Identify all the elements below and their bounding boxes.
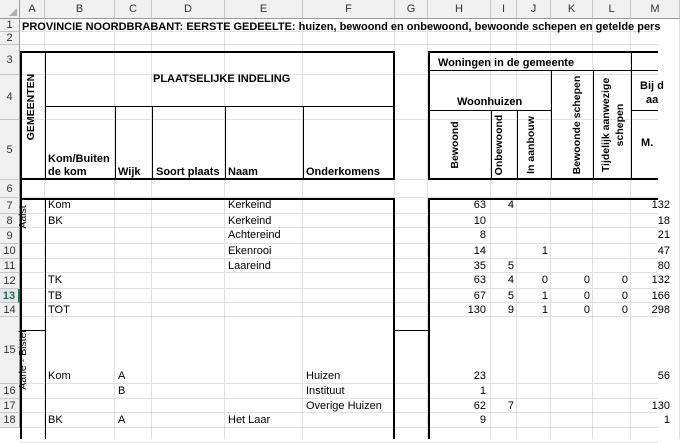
wijk-header[interactable]: Wijk bbox=[118, 166, 141, 178]
cell-tijdelijk-schepen[interactable] bbox=[594, 399, 628, 413]
cell-bewoonde-schepen[interactable] bbox=[552, 244, 590, 258]
row-header-1[interactable]: 1 bbox=[0, 19, 20, 32]
cell-naam[interactable]: Laareind bbox=[228, 260, 271, 272]
cell-naam[interactable]: Het Laar bbox=[228, 414, 271, 426]
row-header-14[interactable]: 14 bbox=[0, 303, 20, 317]
cell-onderkomens[interactable] bbox=[306, 214, 392, 228]
cell-bewoonde-schepen[interactable] bbox=[552, 413, 590, 427]
cell-kom[interactable] bbox=[48, 228, 108, 242]
cell-in-aanbouw[interactable] bbox=[518, 399, 548, 413]
column-header-d[interactable]: D bbox=[152, 0, 225, 19]
cell-m[interactable]: 56 bbox=[657, 370, 670, 382]
cell-naam[interactable] bbox=[228, 303, 300, 317]
border-col-b bbox=[115, 106, 116, 180]
cell-tijdelijk-schepen[interactable] bbox=[594, 214, 628, 228]
cell-kom[interactable]: TOT bbox=[48, 304, 70, 316]
border-plaatselijke-under bbox=[45, 106, 395, 107]
column-header-b[interactable]: B bbox=[45, 0, 115, 19]
gridline-h bbox=[20, 427, 658, 428]
cell-bewoonde-schepen[interactable] bbox=[552, 399, 590, 413]
cell-naam[interactable] bbox=[228, 399, 300, 413]
cell-m[interactable]: 132 bbox=[651, 274, 670, 286]
woningen-header[interactable]: Woningen in de gemeente bbox=[438, 57, 575, 69]
cell-kom[interactable]: Kom bbox=[48, 370, 71, 382]
row-header-12[interactable]: 12 bbox=[0, 273, 20, 289]
onderkomens-header[interactable]: Onderkomens bbox=[306, 166, 380, 178]
cell-tijdelijk-schepen[interactable] bbox=[594, 369, 628, 383]
cell-bewoond[interactable]: 1 bbox=[479, 385, 486, 397]
gridline-h bbox=[20, 44, 658, 45]
cell-in-aanbouw[interactable] bbox=[518, 413, 548, 427]
cell-tijdelijk-schepen[interactable]: 0 bbox=[621, 274, 628, 286]
cell-bewoonde-schepen[interactable] bbox=[552, 198, 590, 212]
cell-in-aanbouw[interactable]: 1 bbox=[541, 290, 548, 302]
cell-kom[interactable]: BK bbox=[48, 414, 63, 426]
soort-plaats-header[interactable]: Soort plaats bbox=[156, 166, 220, 178]
cell-onderkomens[interactable] bbox=[306, 198, 392, 212]
cell-in-aanbouw[interactable] bbox=[518, 384, 548, 398]
cell-bewoonde-schepen[interactable]: 0 bbox=[583, 304, 590, 316]
cell-naam[interactable]: Kerkeind bbox=[228, 215, 272, 227]
cell-bewoond[interactable]: 67 bbox=[473, 290, 486, 302]
column-header-i[interactable]: I bbox=[491, 0, 517, 19]
gridline-v bbox=[151, 19, 152, 439]
border-col-h bbox=[491, 110, 492, 180]
cell-in-aanbouw[interactable] bbox=[518, 259, 548, 273]
cell-onderkomens[interactable] bbox=[306, 303, 392, 317]
cell-wijk[interactable] bbox=[118, 289, 148, 303]
border-right-header-left bbox=[393, 51, 395, 180]
cell-onderkomens[interactable] bbox=[306, 259, 392, 273]
woonhuizen-header[interactable]: Woonhuizen bbox=[457, 96, 523, 108]
cell-m[interactable]: 298 bbox=[651, 304, 670, 316]
cell-naam[interactable]: Ekenrooi bbox=[228, 245, 272, 257]
cell-kom[interactable] bbox=[48, 399, 108, 413]
gridline-v bbox=[114, 19, 115, 439]
cell-in-aanbouw[interactable]: 1 bbox=[541, 245, 548, 257]
m-header[interactable]: M. bbox=[641, 137, 654, 149]
row-header-11[interactable]: 11 bbox=[0, 259, 20, 273]
cell-onbewoond[interactable] bbox=[492, 369, 514, 383]
border-col-d bbox=[225, 106, 226, 180]
border-body-col-a bbox=[45, 198, 46, 439]
cell-onbewoond[interactable]: 7 bbox=[507, 400, 514, 412]
cell-kom[interactable] bbox=[48, 259, 108, 273]
cell-wijk[interactable] bbox=[118, 259, 148, 273]
in-aanbouw-header[interactable]: In aanbouw bbox=[525, 116, 537, 174]
cell-tijdelijk-schepen[interactable] bbox=[594, 228, 628, 242]
cell-naam[interactable] bbox=[228, 369, 300, 383]
cell-wijk[interactable]: A bbox=[118, 370, 126, 382]
row-header-16[interactable]: 16 bbox=[0, 384, 20, 399]
row-header-17[interactable]: 17 bbox=[0, 399, 20, 413]
cell-onderkomens[interactable]: Huizen bbox=[306, 370, 341, 382]
row-header-3[interactable]: 3 bbox=[0, 45, 20, 75]
cell-in-aanbouw[interactable] bbox=[518, 198, 548, 212]
bewoonde-schepen-header[interactable]: Bewoonde schepen bbox=[571, 75, 583, 175]
cell-in-aanbouw[interactable]: 1 bbox=[541, 304, 548, 316]
border-col-c bbox=[152, 106, 153, 180]
cell-onbewoond[interactable]: 9 bbox=[507, 304, 514, 316]
bij-header[interactable]: Bij d bbox=[640, 80, 664, 92]
cell-kom[interactable] bbox=[48, 384, 108, 398]
cell-m[interactable]: 21 bbox=[657, 229, 670, 241]
cell-tijdelijk-schepen[interactable] bbox=[594, 384, 628, 398]
row-header-5[interactable]: 5 bbox=[0, 120, 20, 180]
cell-wijk[interactable] bbox=[118, 399, 148, 413]
cell-onderkomens[interactable] bbox=[306, 413, 392, 427]
border-col-e bbox=[303, 106, 304, 180]
cell-bewoonde-schepen[interactable] bbox=[552, 384, 590, 398]
cell-naam[interactable] bbox=[228, 273, 300, 287]
cell-bewoond[interactable]: 14 bbox=[473, 245, 486, 257]
kom-buiten-header[interactable]: Kom/Buiten bbox=[48, 153, 110, 165]
cell-onderkomens[interactable] bbox=[306, 228, 392, 242]
row-header-2[interactable]: 2 bbox=[0, 32, 20, 45]
cell-bewoonde-schepen[interactable] bbox=[552, 259, 590, 273]
row-header-13[interactable]: 13 bbox=[0, 289, 20, 303]
row-header-4[interactable]: 4 bbox=[0, 75, 20, 120]
onbewoond-header[interactable]: Onbewoond bbox=[493, 114, 505, 176]
cell-kom[interactable]: TK bbox=[48, 274, 63, 286]
cell-m[interactable]: 166 bbox=[651, 290, 670, 302]
border-g-split bbox=[395, 330, 428, 331]
cell-bewoonde-schepen[interactable]: 0 bbox=[583, 290, 590, 302]
row-header-15[interactable]: 15 bbox=[0, 317, 20, 384]
cell-naam[interactable] bbox=[228, 289, 300, 303]
cell-onderkomens[interactable] bbox=[306, 244, 392, 258]
cell-onbewoond[interactable] bbox=[492, 413, 514, 427]
cell-m[interactable]: 130 bbox=[651, 400, 670, 412]
row-header-6[interactable]: 6 bbox=[0, 180, 20, 198]
cell-naam[interactable]: Kerkeind bbox=[228, 199, 272, 211]
row-header-9[interactable]: 9 bbox=[0, 228, 20, 244]
cell-onbewoond[interactable]: 5 bbox=[507, 260, 514, 272]
cell-kom[interactable]: TB bbox=[48, 290, 63, 302]
cell-onbewoond[interactable] bbox=[492, 384, 514, 398]
cell-bewoonde-schepen[interactable] bbox=[552, 369, 590, 383]
cell-tijdelijk-schepen[interactable] bbox=[594, 259, 628, 273]
cell-wijk[interactable]: A bbox=[118, 414, 126, 426]
row-header-10[interactable]: 10 bbox=[0, 244, 20, 259]
border-col-a bbox=[45, 51, 46, 180]
column-header-a[interactable]: A bbox=[20, 0, 45, 19]
cell-m[interactable] bbox=[632, 384, 670, 398]
cell-tijdelijk-schepen[interactable]: 0 bbox=[621, 290, 628, 302]
cell-m[interactable]: 80 bbox=[657, 260, 670, 272]
row-header-7[interactable]: 7 bbox=[0, 198, 20, 214]
cell-wijk[interactable] bbox=[118, 273, 148, 287]
cell-bewoond[interactable]: 63 bbox=[473, 199, 486, 211]
cell-onderkomens[interactable]: Instituut bbox=[306, 385, 345, 397]
gridline-v bbox=[490, 19, 491, 439]
cell-onbewoond[interactable]: 4 bbox=[507, 274, 514, 286]
cell-tijdelijk-schepen[interactable] bbox=[594, 198, 628, 212]
gemeenten-header[interactable]: GEMEENTEN bbox=[25, 73, 37, 141]
column-header-h[interactable]: H bbox=[428, 0, 491, 19]
border-bij-under bbox=[631, 110, 658, 111]
cell-naam[interactable] bbox=[228, 384, 300, 398]
cell-onbewoond[interactable] bbox=[492, 244, 514, 258]
border-top-right-table bbox=[428, 51, 658, 53]
cell-naam[interactable]: Achtereind bbox=[228, 229, 281, 241]
group-label-aarle-bistel[interactable]: Aarle - Bistel bbox=[17, 330, 29, 390]
border-right-body-left bbox=[393, 198, 395, 439]
cell-bewoond[interactable]: 35 bbox=[473, 260, 486, 272]
cell-kom[interactable] bbox=[48, 244, 108, 258]
border-col-l bbox=[631, 53, 632, 180]
column-header-e[interactable]: E bbox=[225, 0, 303, 19]
cell-wijk[interactable]: B bbox=[118, 385, 126, 397]
cell-onderkomens[interactable]: Overige Huizen bbox=[306, 400, 382, 412]
cell-onbewoond[interactable]: 4 bbox=[507, 199, 514, 211]
cell-bewoonde-schepen[interactable] bbox=[552, 214, 590, 228]
border-col-k bbox=[593, 70, 594, 180]
cell-onderkomens[interactable] bbox=[306, 273, 392, 287]
gridline-v bbox=[302, 19, 303, 439]
cell-bewoonde-schepen[interactable]: 0 bbox=[583, 274, 590, 286]
kom-buiten-header-2: de kom bbox=[48, 166, 87, 178]
cell-bewoond[interactable]: 8 bbox=[479, 229, 486, 241]
gridline-v bbox=[516, 19, 517, 439]
tijdelijk-aanwezige-header[interactable]: Tijdelijk aanwezige bbox=[600, 77, 612, 173]
cell-bewoonde-schepen[interactable] bbox=[552, 228, 590, 242]
row-header-18[interactable]: 18 bbox=[0, 413, 20, 428]
cell-tijdelijk-schepen[interactable] bbox=[594, 413, 628, 427]
select-all-corner[interactable] bbox=[0, 0, 20, 19]
plaatselijke-indeling-header[interactable]: PLAATSELIJKE INDELING bbox=[153, 73, 291, 85]
cell-onbewoond[interactable] bbox=[492, 228, 514, 242]
column-header-f[interactable]: F bbox=[303, 0, 395, 19]
cell-tijdelijk-schepen[interactable]: 0 bbox=[621, 304, 628, 316]
column-header-g[interactable]: G bbox=[395, 0, 428, 19]
cell-bewoond[interactable]: 63 bbox=[473, 274, 486, 286]
cell-onbewoond[interactable]: 5 bbox=[507, 290, 514, 302]
border-left-right-body bbox=[428, 198, 430, 439]
column-header-j[interactable]: J bbox=[517, 0, 551, 19]
naam-header[interactable]: Naam bbox=[228, 166, 258, 178]
cell-kom[interactable]: Kom bbox=[48, 199, 71, 211]
cell-wijk[interactable] bbox=[118, 303, 148, 317]
cell-wijk[interactable] bbox=[118, 228, 148, 242]
border-col-j bbox=[551, 70, 552, 180]
cell-wijk[interactable] bbox=[118, 244, 148, 258]
cell-bewoond[interactable]: 10 bbox=[473, 215, 486, 227]
cell-tijdelijk-schepen[interactable] bbox=[594, 244, 628, 258]
border-left-right-table bbox=[428, 51, 430, 180]
cell-m[interactable]: 132 bbox=[651, 199, 670, 211]
cell-m[interactable]: 18 bbox=[657, 215, 670, 227]
schepen-header: schepen bbox=[614, 103, 626, 147]
column-header-k[interactable]: K bbox=[551, 0, 593, 19]
cell-onbewoond[interactable] bbox=[492, 214, 514, 228]
cell-in-aanbouw[interactable] bbox=[518, 214, 548, 228]
cell-m[interactable]: 1 bbox=[663, 414, 670, 426]
group-label-aalst[interactable]: Aalst bbox=[17, 205, 29, 229]
cell-in-aanbouw[interactable] bbox=[518, 228, 548, 242]
border-top-left-table bbox=[20, 51, 395, 53]
cell-bewoond[interactable]: 9 bbox=[479, 414, 486, 426]
column-header-m[interactable]: M bbox=[631, 0, 680, 19]
cell-bewoond[interactable]: 130 bbox=[467, 304, 486, 316]
bij-header-2: aa bbox=[646, 94, 659, 106]
cell-in-aanbouw[interactable] bbox=[518, 369, 548, 383]
border-header-bottom-left bbox=[20, 178, 395, 180]
cell-wijk[interactable] bbox=[118, 214, 148, 228]
cell-kom[interactable]: BK bbox=[48, 215, 63, 227]
row-header-8[interactable]: 8 bbox=[0, 214, 20, 228]
bewoond-header[interactable]: Bewoond bbox=[449, 121, 461, 169]
column-header-l[interactable]: L bbox=[593, 0, 631, 19]
cell-m[interactable]: 47 bbox=[657, 245, 670, 257]
cell-bewoond[interactable]: 23 bbox=[473, 370, 486, 382]
column-header-c[interactable]: C bbox=[115, 0, 152, 19]
sheet-title[interactable]: PROVINCIE NOORDBRABANT: EERSTE GEDEELTE: huizen, bewoond en onbewoond, bewoonde schepen en getelde pers bbox=[22, 21, 661, 33]
cell-bewoond[interactable]: 62 bbox=[473, 400, 486, 412]
cell-onderkomens[interactable] bbox=[306, 289, 392, 303]
border-col-i bbox=[517, 110, 518, 180]
cell-wijk[interactable] bbox=[118, 198, 148, 212]
gridline-h bbox=[20, 74, 658, 75]
cell-in-aanbouw[interactable]: 0 bbox=[541, 274, 548, 286]
